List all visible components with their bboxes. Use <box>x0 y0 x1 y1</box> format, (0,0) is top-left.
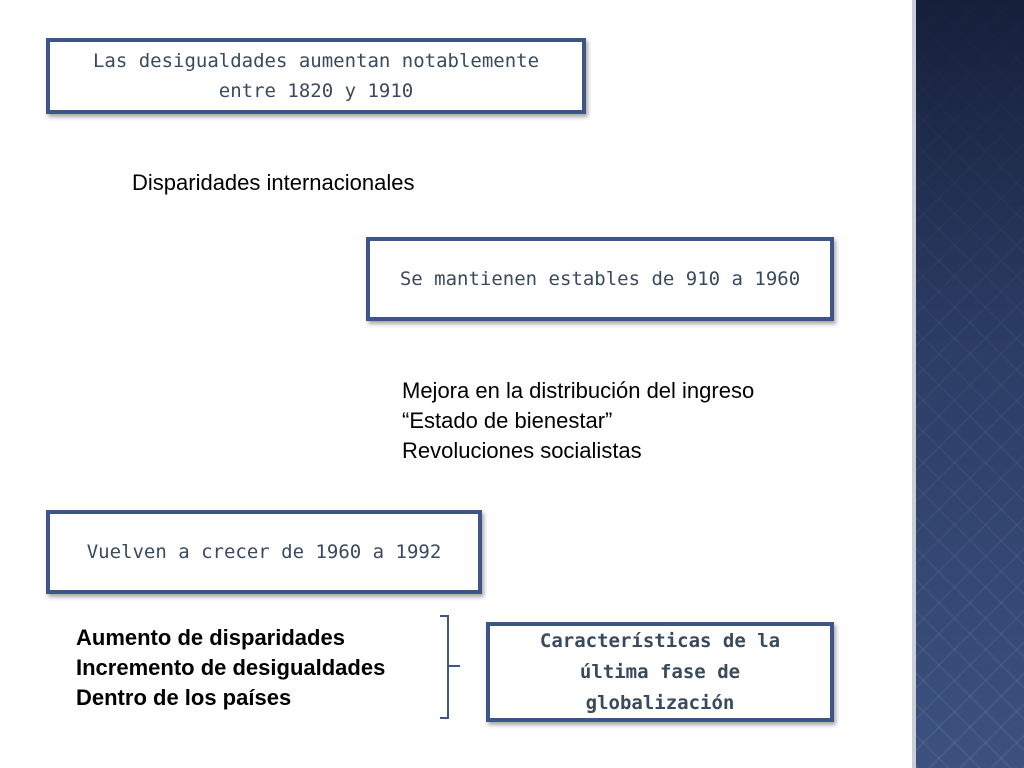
list-item: Revoluciones socialistas <box>402 438 642 463</box>
list-item: Aumento de disparidades <box>76 625 345 650</box>
list-item: “Estado de bienestar” <box>402 408 613 433</box>
box-crecer-1960-1992 <box>46 510 482 594</box>
box-desigualdades-text: Las desigualdades aumentan notablemente entre 1820 y 1910 <box>92 50 540 102</box>
decorative-sidebar <box>912 0 1024 768</box>
box-caracteristicas-globalizacion <box>486 622 834 722</box>
box-crecer-text: Vuelven a crecer de 1960 a 1992 <box>86 541 442 563</box>
list-item: Incremento de desigualdades <box>76 655 386 680</box>
list-item: Mejora en la distribución del ingreso <box>402 378 755 403</box>
box-estables-910-1960 <box>366 237 834 321</box>
box-caracteristicas-text: Características de la última fase de globalización <box>539 629 781 714</box>
box-desigualdades-1820-1910 <box>46 38 586 114</box>
list-mejora <box>402 376 754 466</box>
label-disparidades-internacionales: Disparidades internacionales <box>132 170 415 195</box>
list-item: Dentro de los países <box>76 685 292 710</box>
bracket-connector <box>436 614 466 720</box>
box-estables-text: Se mantienen estables de 910 a 1960 <box>399 268 801 290</box>
list-aumento <box>76 623 385 713</box>
